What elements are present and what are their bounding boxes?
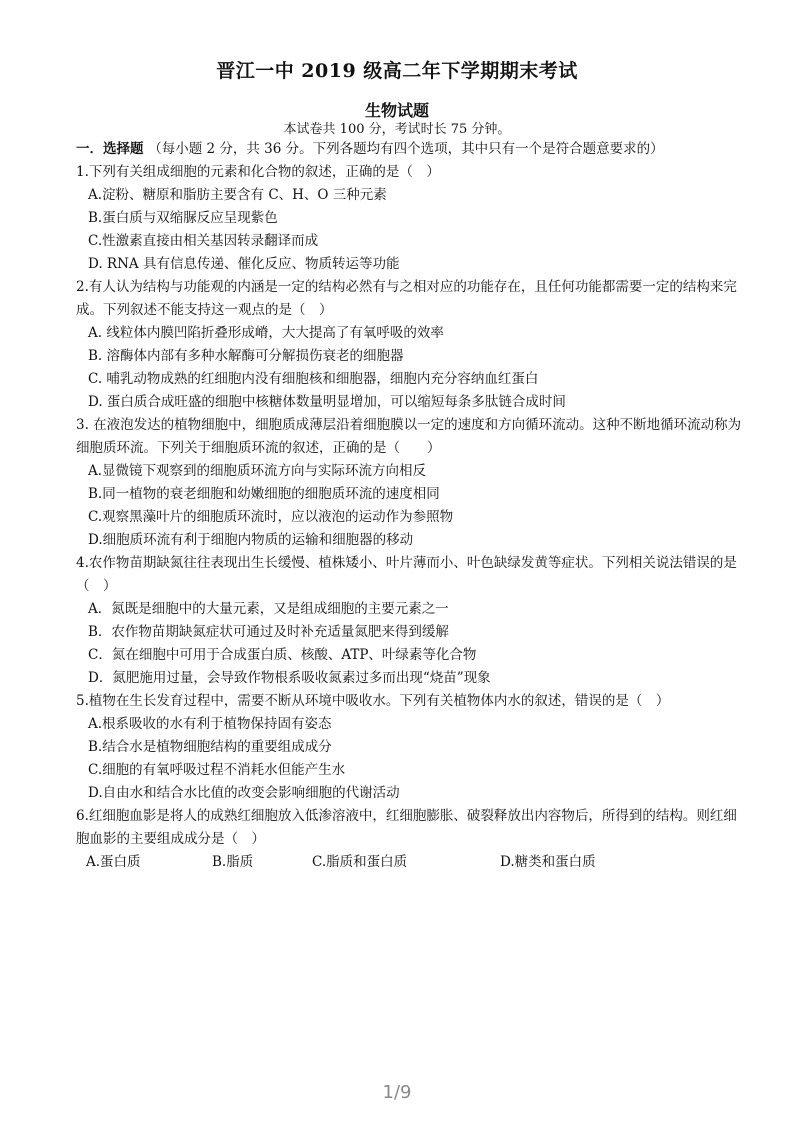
question-stem: 6.红细胞血影是将人的成熟红细胞放入低渗溶液中，红细胞膨胀、破裂释放出内容物后，所得到的结构。则红细胞血影的主要组成成分是（ ） (76, 808, 737, 847)
option-b: B.同一植物的衰老细胞和幼嫩细胞的细胞质环流的速度相同 (88, 486, 440, 502)
question-stem: 5.植物在生长发育过程中，需要不断从环境中吸收水。下列有关植物体内水的叙述，错误的是（ ） (76, 693, 670, 709)
option-c: C．氮在细胞中可用于合成蛋白质、核酸、ATP、叶绿素等化合物 (88, 647, 477, 663)
option-a: A.蛋白质 (86, 854, 141, 870)
option-c: C.观察黑藻叶片的细胞质环流时，应以液泡的运动作为参照物 (88, 509, 454, 525)
option-a: A.显微镜下观察到的细胞质环流方向与实际环流方向相反 (88, 463, 427, 479)
section-note: （每小题 2 分，共 36 分。下列各题均有四个选项，其中只有一个是符合题意要求的） (148, 141, 664, 157)
option-c: C.脂质和蛋白质 (312, 854, 408, 870)
question-3 (76, 414, 742, 552)
option-d: D. 蛋白质合成旺盛的细胞中核糖体数量明显增加，可以缩短每条多肽链合成时间 (88, 394, 566, 410)
question-stem: 1.下列有关组成细胞的元素和化合物的叙述，正确的是（ ） (76, 164, 440, 180)
options-row (86, 851, 742, 874)
option-a: A．氮既是细胞中的大量元素，又是组成细胞的主要元素之一 (88, 601, 449, 617)
question-4 (76, 552, 742, 690)
exam-title: 晋江一中 2019 级高二年下学期期末考试 (216, 60, 578, 82)
option-a: A. 线粒体内膜凹陷折叠形成嵴，大大提高了有氧呼吸的效率 (88, 325, 444, 341)
question-stem: 3. 在液泡发达的植物细胞中，细胞质成薄层沿着细胞膜以一定的速度和方向循环流动。这种不断地循环流动称为细胞质环流。下列关于细胞质环流的叙述，正确的是（ ） (76, 417, 742, 456)
option-b: B.结合水是植物细胞结构的重要组成成分 (88, 739, 332, 755)
option-a: A.淀粉、糖原和脂肪主要含有 C、H、O 三种元素 (88, 187, 387, 203)
option-c: C.细胞的有氧呼吸过程不消耗水但能产生水 (88, 762, 346, 778)
option-c: C. 哺乳动物成熟的红细胞内没有细胞核和细胞器，细胞内充分容纳血红蛋白 (88, 371, 539, 387)
option-d: D.细胞质环流有利于细胞内物质的运输和细胞器的移动 (88, 532, 414, 548)
option-b: B.蛋白质与双缩脲反应呈现紫色 (88, 210, 278, 226)
option-a: A.根系吸收的水有利于植物保持固有姿态 (88, 716, 332, 732)
question-2 (76, 276, 742, 414)
option-b: B．农作物苗期缺氮症状可通过及时补充适量氮肥来得到缓解 (88, 624, 449, 640)
question-stem: 2.有人认为结构与功能观的内涵是一定的结构必然有与之相对应的功能存在，且任何功能都需要一定的结构来完成。下列叙述不能支持这一观点的是（ ） (76, 279, 737, 318)
exam-content (76, 138, 742, 874)
question-stem: 4.农作物苗期缺氮往往表现出生长缓慢、植株矮小、叶片薄而小、叶色缺绿发黄等症状。下列相关说法错误的是（ ） (76, 555, 737, 594)
option-d: D．氮肥施用过量，会导致作物根系吸收氮素过多而出现“烧苗”现象 (88, 670, 491, 686)
option-b: B.脂质 (212, 854, 254, 870)
option-b: B. 溶酶体内部有多种水解酶可分解损伤衰老的细胞器 (88, 348, 404, 364)
exam-meta: 本试卷共 100 分，考试时长 75 分钟。 (283, 122, 511, 137)
question-6 (76, 805, 742, 874)
section-heading (76, 138, 742, 161)
option-d: D.自由水和结合水比值的改变会影响细胞的代谢活动 (88, 785, 400, 801)
question-5 (76, 690, 742, 805)
section-title: 一．选择题 (76, 141, 144, 157)
option-d: D.糖类和蛋白质 (500, 854, 596, 870)
page-indicator: 1/9 (382, 1082, 412, 1103)
question-1 (76, 161, 742, 276)
option-d: D. RNA 具有信息传递、催化反应、物质转运等功能 (88, 256, 400, 272)
exam-subtitle: 生物试题 (364, 101, 429, 120)
option-c: C.性激素直接由相关基因转录翻译而成 (88, 233, 319, 249)
